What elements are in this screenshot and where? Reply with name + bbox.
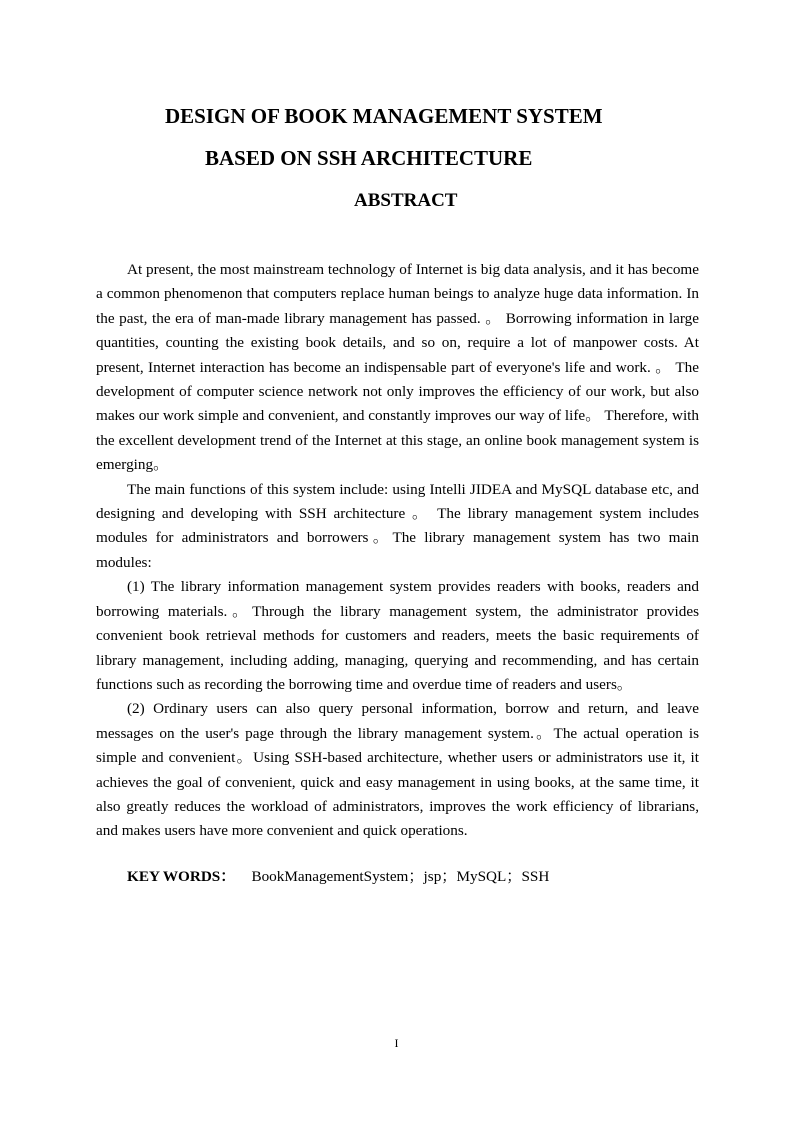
title-line-2: BASED ON SSH ARCHITECTURE [205, 146, 533, 170]
abstract-paragraph-2: The main functions of this system include: using Intelli JIDEA and MySQL database etc, and designing and developing with SSH architecture 。 The library management system includes modules for administrators and borrowers。The library management system has two main modules: [96, 480, 699, 571]
abstract-paragraph-3: (1) The library information management system provides readers with books, readers and borrowing materials.。Through the library management system, the administrator provides convenient book retrieval methods for customers and readers, meets the basic requirements of library management, including adding, managing, querying and recommending, and has certain functions such as recording the borrowing time and overdue time of readers and users。 [96, 578, 699, 693]
keywords-label: KEY WORDS： [127, 868, 236, 885]
abstract-body [96, 258, 699, 844]
page-number: I [394, 1036, 399, 1050]
keywords-value: BookManagementSystem；jsp；MySQL；SSH [251, 868, 550, 885]
title-line-1: DESIGN OF BOOK MANAGEMENT SYSTEM [165, 104, 603, 128]
abstract-paragraph-1: At present, the most mainstream technology of Internet is big data analysis, and it has become a common phenomenon that computers replace human beings to analyze huge data information. In the past, the era of man-made library management has passed. 。 Borrowing information in large quantities, counting the existing book details, and so on, require a lot of manpower costs. At present, Internet interaction has become an indispensable part of everyone's life and work. 。 The development of computer science network not only improves the efficiency of our work, but also makes our work simple and convenient, and constantly improves our way of life。 Therefore, with the excellent development trend of the Internet at this stage, an online book management system is emerging。 [96, 261, 699, 474]
abstract-paragraph-4: (2) Ordinary users can also query personal information, borrow and return, and leave messages on the user's page through the library management system.。The actual operation is simple and convenient。Using SSH-based architecture, whether users or administrators use it, it achieves the goal of convenient, quick and easy management in using books, at the same time, it also greatly reduces the workload of administrators, improves the work efficiency of librarians, and makes users have more convenient and quick operations. [96, 700, 699, 840]
abstract-heading: ABSTRACT [354, 190, 458, 211]
keywords-line [127, 865, 549, 886]
